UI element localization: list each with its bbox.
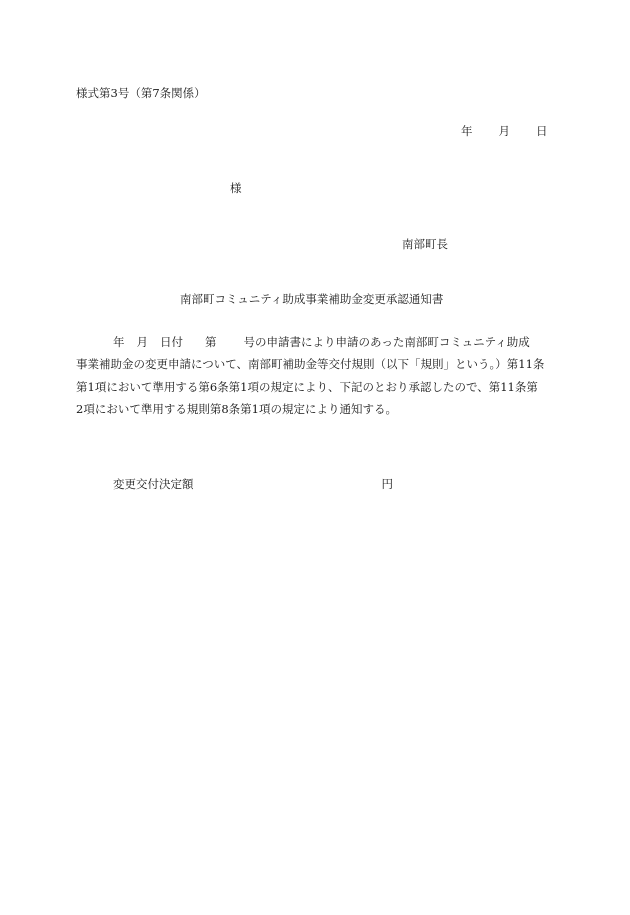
date-line (461, 124, 548, 138)
body-line-3: 第1項において準用する第6条第1項の規定により、下記のとおり承認したので、第11条第 (76, 379, 538, 394)
date-year-label: 年 (461, 124, 473, 138)
amount-row (113, 477, 393, 491)
form-number: 様式第3号（第7条関係） (76, 86, 206, 100)
body-day-dated-label: 日付 (160, 335, 183, 349)
body-line-2: 事業補助金の変更申請について、南部町補助金等交付規則（以下「規則」という。）第11条 (76, 357, 545, 372)
body-line-1 (76, 331, 556, 353)
date-day-label: 日 (536, 124, 548, 138)
body-paragraph (76, 331, 556, 420)
body-line-1-text: 号の申請書により申請のあった南部町コミュニティ助成 (243, 335, 530, 349)
body-number-prefix: 第 (205, 335, 217, 349)
document-title: 南部町コミュニティ助成事業補助金変更承認通知書 (180, 292, 444, 306)
amount-unit: 円 (381, 477, 393, 491)
body-line-4: 2項において準用する規則第8条第1項の規定により通知する。 (76, 401, 397, 416)
addressee-suffix: 様 (230, 181, 242, 195)
body-year-label: 年 (113, 335, 125, 349)
issuer-name: 南部町長 (402, 237, 448, 251)
body-month-label: 月 (136, 335, 148, 349)
amount-label: 変更交付決定額 (113, 477, 194, 491)
date-month-label: 月 (498, 124, 510, 138)
